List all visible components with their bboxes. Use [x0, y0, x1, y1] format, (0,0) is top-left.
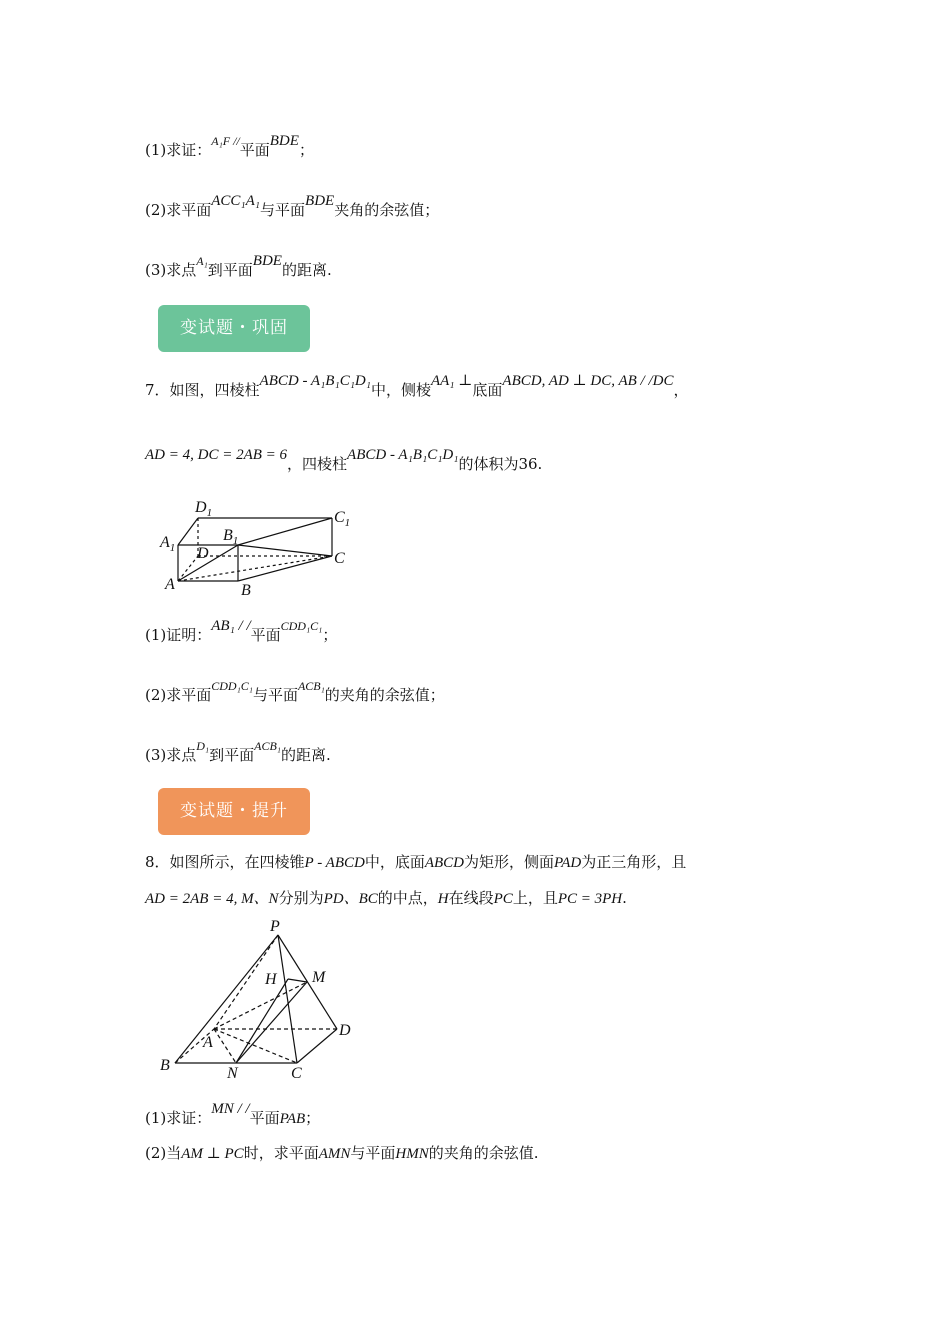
q6-sub3-mid: 到平面: [207, 261, 253, 279]
q7-sub2-mid: 与平面: [252, 686, 298, 704]
q8-line1: [145, 852, 686, 873]
label-A1: $A_1$: [160, 534, 176, 554]
q6-sub3: [145, 253, 332, 281]
q8-line2-math3: H: [437, 891, 449, 907]
q7-sub1-suffix: ；: [322, 626, 338, 644]
q6-sub1-math1: A₁F //: [211, 134, 240, 148]
badge-improve: 变试题・提升: [158, 788, 310, 835]
q7-sub1-mid: 平面: [250, 626, 281, 644]
label-D: D: [339, 1022, 351, 1039]
q7-line2-mid: ，四棱柱: [287, 455, 348, 473]
label-B: B: [241, 582, 251, 599]
q7-prism-figure: [155, 495, 365, 605]
edge-A1D1: [178, 518, 198, 545]
q7-line1-suffix: ，: [673, 381, 689, 399]
edge-B1C1: [238, 518, 332, 545]
q6-sub1-suffix: ；: [298, 141, 314, 159]
q7-sub2-math1: CDD₁C₁: [211, 679, 253, 693]
q7-sub1-math1: AB₁ / /: [211, 618, 251, 634]
q7-sub3-math1: D₁: [196, 739, 210, 753]
q8-line1-prefix: 8．如图所示，在四棱锥: [145, 853, 305, 871]
q8-line2: [145, 888, 627, 909]
edge-AD-hidden: [178, 556, 198, 581]
label-D1: $D_1$: [195, 499, 213, 519]
q7-sub1-math2: CDD₁C₁: [280, 619, 323, 633]
q7-sub2: [145, 679, 445, 706]
q8-sub2-math3: HMN: [395, 1146, 429, 1162]
q6-sub1-prefix: (1)求证：: [145, 141, 212, 159]
q7-sub2-suffix: 的夹角的余弦值；: [324, 686, 445, 704]
q6-sub1: [145, 133, 314, 161]
q8-pyramid-figure: [155, 915, 370, 1085]
q6-sub2-math1: ACC₁A₁: [211, 193, 261, 209]
edge-PB: [175, 935, 278, 1063]
q8-sub1-suffix: ；: [305, 1109, 321, 1127]
q8-sub1-math1: MN / /: [211, 1101, 250, 1117]
q6-sub2-prefix: (2)求平面: [145, 201, 212, 219]
q7-line1-prefix: 7．如图，四棱柱: [145, 381, 260, 399]
label-H: H: [265, 971, 277, 988]
q8-sub2-math2: AMN: [318, 1146, 351, 1162]
q7-sub2-math2: ACB₁: [297, 679, 325, 693]
q7-line1-math2: AA₁ ⊥: [430, 373, 473, 389]
label-A: A: [203, 1034, 213, 1051]
q7-sub1: [145, 618, 338, 646]
label-C: C: [291, 1065, 302, 1082]
label-C1: $C_1$: [334, 509, 351, 529]
q8-sub2-mid2: 与平面: [350, 1144, 396, 1162]
q6-sub2: [145, 193, 440, 221]
edge-PD: [278, 935, 337, 1029]
q8-line2-math2: PD、BC: [323, 891, 378, 907]
q8-line2-mid4: 上，且: [512, 889, 558, 907]
q8-sub1: [145, 1101, 321, 1129]
edge-NH: [236, 979, 288, 1063]
q8-line1-math2: ABCD: [424, 855, 465, 871]
q8-sub2: [145, 1143, 539, 1164]
q8-line2-math5: PC = 3PH: [557, 891, 623, 907]
q7-sub3-suffix: 的距离.: [280, 746, 331, 764]
q7-sub3-math2: ACB₁: [254, 739, 281, 753]
q8-line1-math3: PAD: [554, 855, 582, 871]
q8-line2-suffix: .: [622, 889, 627, 907]
q6-sub3-suffix: 的距离.: [281, 261, 332, 279]
q8-line2-mid: 分别为: [278, 889, 324, 907]
q6-sub2-mid: 与平面: [260, 201, 306, 219]
edge-PC: [278, 935, 297, 1063]
q7-line2-math1: AD = 4, DC = 2AB = 6: [145, 447, 288, 463]
q6-sub3-prefix: (3)求点: [145, 261, 197, 279]
q8-line2-math1: AD = 2AB = 4, M、N: [145, 891, 279, 907]
q7-sub3: [145, 739, 331, 766]
edge-BC: [238, 556, 332, 581]
q6-sub3-math1: A₁: [196, 254, 208, 268]
q7-line2: [145, 447, 543, 475]
q8-sub1-mid: 平面: [249, 1109, 280, 1127]
edge-AC-hidden: [214, 1029, 297, 1063]
q7-line1-mid: 中，侧棱: [370, 381, 431, 399]
q7-line1: [145, 373, 689, 401]
q8-sub2-mid: 时，求平面: [243, 1144, 319, 1162]
q7-sub3-mid: 到平面: [209, 746, 255, 764]
q8-sub1-math2: PAB: [279, 1111, 306, 1127]
label-A: A: [165, 576, 175, 593]
q6-sub1-math2: BDE: [269, 133, 299, 149]
q7-line2-math2: ABCD - A₁B₁C₁D₁: [347, 447, 459, 463]
label-M: M: [312, 969, 326, 986]
badge-consolidate: 变试题・巩固: [158, 305, 310, 352]
q6-sub1-mid: 平面: [239, 141, 270, 159]
q8-sub2-suffix: 的夹角的余弦值.: [428, 1144, 539, 1162]
q7-line1-math1: ABCD - A₁B₁C₁D₁: [259, 373, 371, 389]
q6-sub2-suffix: 夹角的余弦值；: [334, 201, 440, 219]
q8-line1-mid2: 为矩形，侧面: [464, 853, 555, 871]
q8-line2-mid2: 的中点，: [377, 889, 438, 907]
q7-sub3-prefix: (3)求点: [145, 746, 197, 764]
edge-HM: [288, 979, 307, 982]
label-N: N: [227, 1065, 238, 1082]
edge-AM-hidden: [214, 982, 307, 1029]
q7-line1-mid2: 底面: [472, 381, 503, 399]
label-P: P: [270, 918, 280, 935]
q7-sub2-prefix: (2)求平面: [145, 686, 212, 704]
label-D: D: [197, 545, 209, 562]
label-C: C: [334, 550, 345, 567]
label-B1: $B_1$: [223, 527, 239, 547]
q7-line1-math3: ABCD, AD ⊥ DC, AB / /DC: [502, 373, 674, 389]
edge-B1C: [238, 545, 332, 556]
q6-sub2-math2: BDE: [305, 193, 335, 209]
q8-sub1-prefix: (1)求证：: [145, 1109, 212, 1127]
q8-line1-suffix: 为正三角形，且: [581, 853, 687, 871]
q8-line1-mid: 中，底面: [364, 853, 425, 871]
edge-CD: [297, 1029, 337, 1063]
q8-sub2-math1: AM ⊥ PC: [181, 1146, 244, 1162]
q8-line2-math4: PC: [493, 891, 513, 907]
q7-sub1-prefix: (1)证明：: [145, 626, 212, 644]
q8-sub2-prefix: (2)当: [145, 1144, 182, 1162]
q8-line1-math1: P - ABCD: [304, 855, 365, 871]
edge-NM: [236, 982, 307, 1063]
q8-line2-mid3: 在线段: [448, 889, 494, 907]
q6-sub3-math2: BDE: [252, 253, 282, 269]
edge-AN-hidden: [214, 1029, 236, 1063]
q7-line2-suffix: 的体积为36.: [458, 455, 543, 473]
label-B: B: [160, 1057, 170, 1074]
